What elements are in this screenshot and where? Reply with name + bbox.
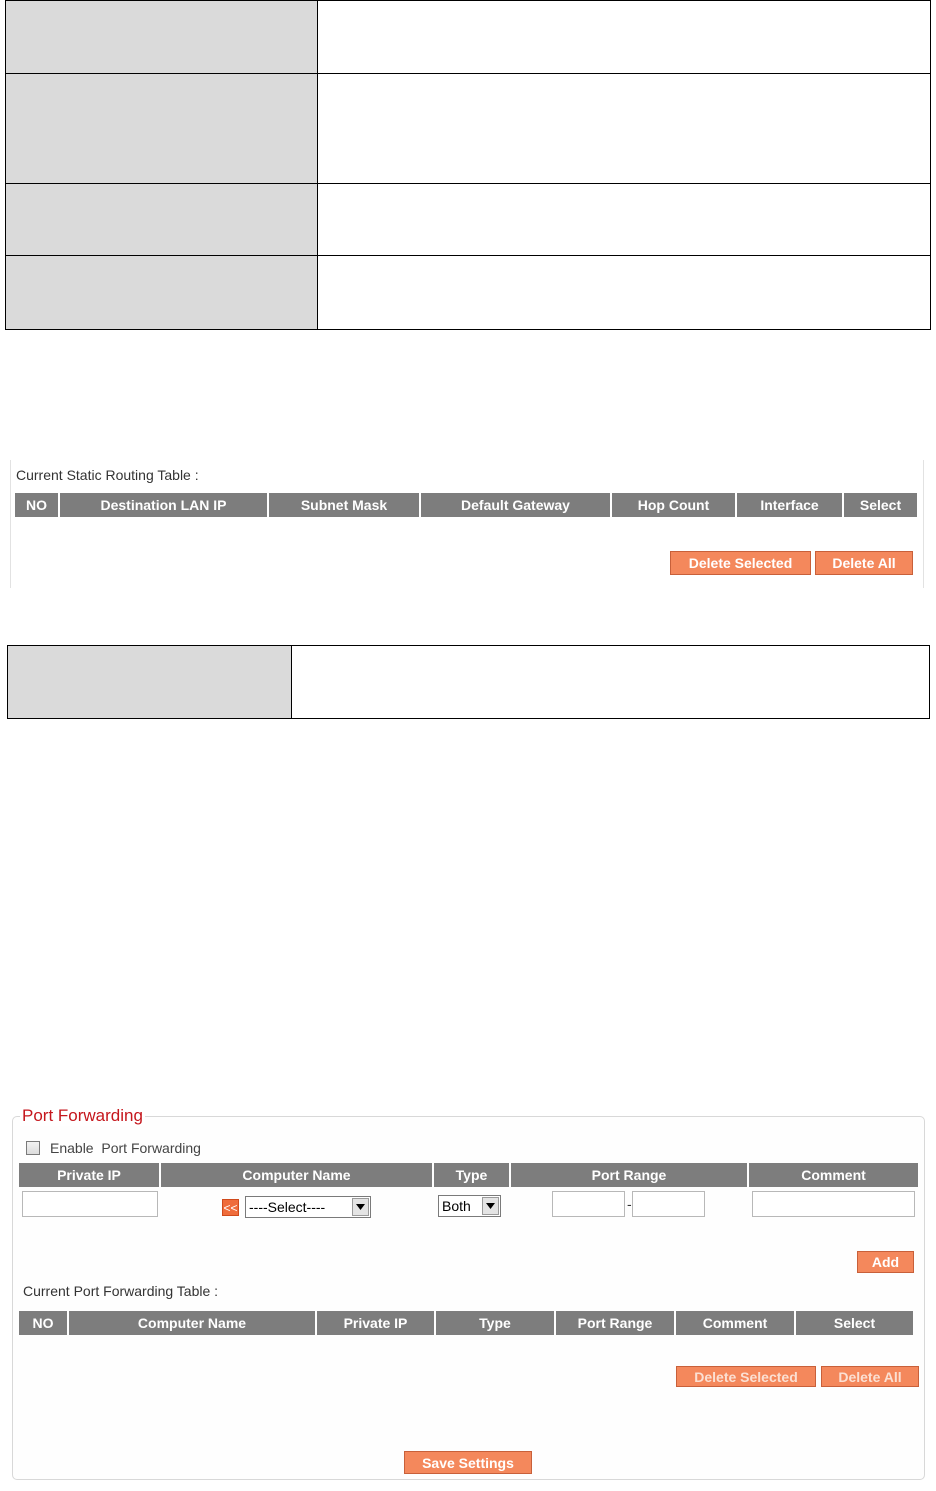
delete-selected-routes-button[interactable]: Delete Selected xyxy=(670,551,811,575)
description-value-cell xyxy=(318,74,931,184)
comment-input[interactable] xyxy=(752,1191,915,1217)
description-label-cell xyxy=(6,184,318,256)
computer-name-select[interactable] xyxy=(245,1196,371,1218)
delete-all-rules-button[interactable]: Delete All xyxy=(821,1366,919,1387)
column-header-type: Type xyxy=(434,1163,509,1187)
column-header-no: NO xyxy=(19,1311,67,1335)
delete-all-routes-button[interactable]: Delete All xyxy=(815,551,913,575)
chevron-down-icon[interactable] xyxy=(352,1198,369,1216)
column-header-no: NO xyxy=(15,493,58,517)
settings-description-table xyxy=(5,0,931,330)
type-select[interactable] xyxy=(438,1195,501,1217)
description-row xyxy=(6,1,931,74)
description-value-cell xyxy=(318,184,931,256)
column-header-computer-name: Computer Name xyxy=(69,1311,315,1335)
port-range-separator: - xyxy=(627,1196,632,1212)
description-row xyxy=(8,646,930,719)
description-label-cell xyxy=(6,1,318,74)
port-forwarding-table-caption: Current Port Forwarding Table : xyxy=(23,1283,219,1299)
column-header-select: Select xyxy=(796,1311,913,1335)
copy-computer-name-button[interactable]: << xyxy=(223,1200,238,1215)
column-header-comment: Comment xyxy=(676,1311,794,1335)
private-ip-input[interactable] xyxy=(22,1191,158,1217)
description-row xyxy=(6,184,931,256)
description-row xyxy=(6,74,931,184)
port-range-start-input[interactable] xyxy=(552,1191,625,1217)
column-header-hop-count: Hop Count xyxy=(612,493,735,517)
enable-port-forwarding-checkbox[interactable] xyxy=(26,1141,40,1155)
routing-description-table xyxy=(7,645,930,719)
column-header-computer-name: Computer Name xyxy=(161,1163,432,1187)
column-header-port-range: Port Range xyxy=(511,1163,747,1187)
chevron-down-icon[interactable] xyxy=(482,1197,499,1215)
description-value-cell xyxy=(318,1,931,74)
port-forwarding-title: Port Forwarding xyxy=(22,1106,143,1125)
routing-table-header xyxy=(15,493,917,517)
column-header-private-ip: Private IP xyxy=(19,1163,159,1187)
column-header-comment: Comment xyxy=(749,1163,918,1187)
column-header-port-range: Port Range xyxy=(556,1311,674,1335)
column-header-private-ip: Private IP xyxy=(317,1311,434,1335)
add-rule-button[interactable]: Add xyxy=(857,1251,914,1273)
column-header-destination-lan-ip: Destination LAN IP xyxy=(60,493,267,517)
description-label-cell xyxy=(8,646,292,719)
type-select-value: Both xyxy=(442,1198,471,1214)
column-header-interface: Interface xyxy=(737,493,842,517)
description-label-cell xyxy=(6,74,318,184)
column-header-select: Select xyxy=(844,493,917,517)
description-row xyxy=(6,256,931,330)
enable-port-forwarding-row[interactable] xyxy=(26,1140,201,1156)
port-forwarding-table-header xyxy=(19,1311,913,1335)
description-value-cell xyxy=(318,256,931,330)
delete-selected-rules-button[interactable]: Delete Selected xyxy=(676,1366,816,1387)
column-header-default-gateway: Default Gateway xyxy=(421,493,610,517)
column-header-type: Type xyxy=(436,1311,554,1335)
computer-name-select-value: ----Select---- xyxy=(249,1199,326,1215)
routing-table-caption: Current Static Routing Table : xyxy=(16,467,199,483)
port-forwarding-input-header xyxy=(19,1163,918,1187)
description-value-cell xyxy=(292,646,930,719)
enable-port-forwarding-label: Enable Port Forwarding xyxy=(50,1140,201,1156)
description-label-cell xyxy=(6,256,318,330)
port-range-end-input[interactable] xyxy=(632,1191,705,1217)
column-header-subnet-mask: Subnet Mask xyxy=(269,493,419,517)
save-settings-button[interactable]: Save Settings xyxy=(404,1451,532,1474)
